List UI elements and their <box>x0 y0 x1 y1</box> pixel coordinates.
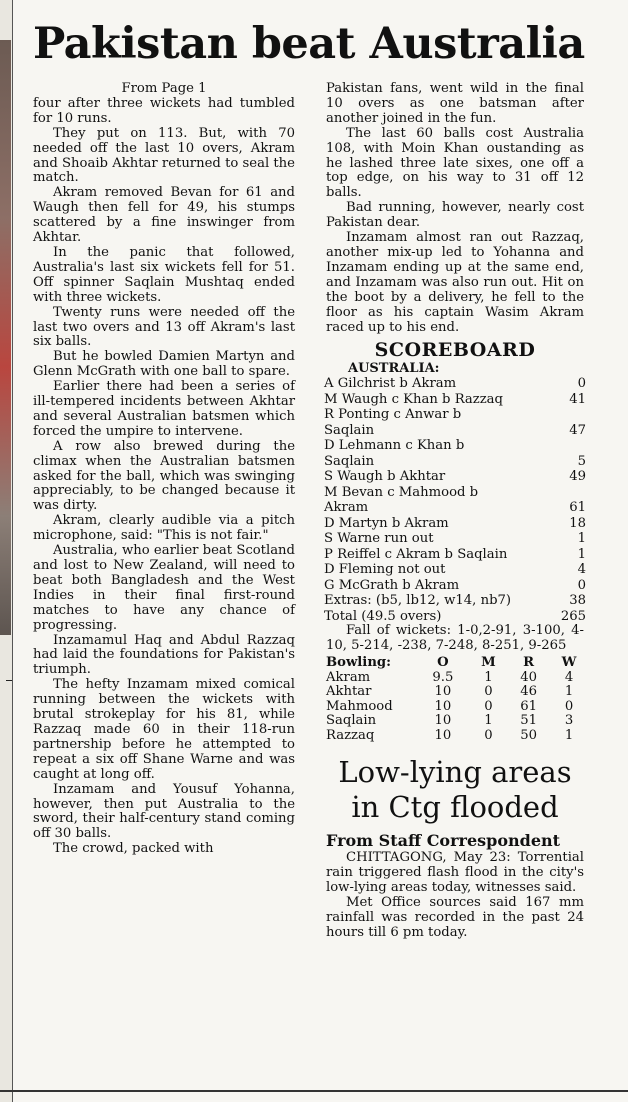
batsman: A Gilchrist b Akram <box>324 376 457 392</box>
byline: From Staff Correspondent <box>326 831 561 851</box>
runs: 41 <box>569 391 586 407</box>
paragraph: Australia, who earlier beat Scotland and lost to New Zealand, will need to beat both Bangladesh and the West Indies in their final first-round matches to have any chance of progressing. <box>33 543 295 633</box>
wickets: 0 <box>564 698 574 714</box>
paragraph: The hefty Inzamam mixed comical running between the wickets with brutal strokeplay for his 81, while Razzaq made 60 in their 118-run partnership before he attempted to repeat a six off Shane Warne and was caught at long off. <box>33 677 295 782</box>
runs-conceded: 61 <box>520 698 537 714</box>
runs: 0 <box>577 577 586 593</box>
batting-row <box>324 547 586 563</box>
paragraph: The crowd, packed with <box>53 841 214 857</box>
paragraph: Earlier there had been a series of ill-tempered incidents between Akhtar and several Australian batsmen which forced the umpire to intervene. <box>33 379 295 439</box>
overs: 10 <box>434 684 452 700</box>
batsman: M Bevan c Mahmood b <box>324 484 479 500</box>
batsman: R Ponting c Anwar b <box>324 407 462 423</box>
bowler: Akhtar <box>326 684 372 700</box>
batting-table <box>324 376 586 624</box>
paragraph: Akram removed Bevan for 61 and Waugh then fell for 49, his stumps scattered by a fine inswinger from Akhtar. <box>33 185 295 246</box>
maidens: 0 <box>484 684 493 700</box>
scoreboard-team: AUSTRALIA: <box>348 361 440 377</box>
maidens: 1 <box>484 669 493 685</box>
batsman: Akram <box>324 500 369 516</box>
batsman: D Lehmann c Khan b <box>324 438 465 454</box>
bowling-header: Bowling: <box>326 655 391 671</box>
runs-conceded: 50 <box>520 727 537 743</box>
batting-row <box>324 423 586 439</box>
runs: 0 <box>577 376 586 392</box>
overs: 9.5 <box>432 669 454 685</box>
wickets: 1 <box>564 727 574 743</box>
wickets: 3 <box>564 713 574 729</box>
batting-row <box>324 407 586 423</box>
batting-row <box>324 516 586 532</box>
paragraph: But he bowled Damien Martyn and Glenn McGrath with one ball to spare. <box>33 349 295 380</box>
batsman: Saqlain <box>324 422 375 438</box>
maidens: 0 <box>484 698 493 714</box>
extras-label: Extras: (b5, lb12, w14, nb7) <box>324 593 512 609</box>
paragraph: four after three wickets had tumbled for 10 runs. <box>33 95 295 126</box>
maidens: 0 <box>484 727 493 743</box>
bowling-row <box>326 671 588 686</box>
paragraph: Inzamamul Haq and Abdul Razzaq had laid the foundations for Pakistan's triumph. <box>33 632 295 678</box>
batting-row <box>324 562 586 578</box>
batting-row <box>324 485 586 501</box>
wickets: 1 <box>564 684 574 700</box>
overs: 10 <box>434 727 452 743</box>
bowling-row <box>326 685 588 700</box>
overs: 10 <box>434 698 452 714</box>
batsman: D Fleming not out <box>324 562 446 578</box>
paragraph: The last 60 balls cost Australia 108, with Moin Khan oustanding as he lashed three late sixes, one off a top edge, on his way to 31 off 12 balls. <box>326 125 584 201</box>
batsman: S Warne run out <box>324 531 434 547</box>
paragraph: Inzamam and Yousuf Yohanna, however, then put Australia to the sword, their half-century stand coming off 30 balls. <box>33 781 295 842</box>
runs <box>552 407 586 423</box>
bowling-row <box>326 700 588 715</box>
adjacent-photo-strip <box>0 40 11 635</box>
batsman: S Waugh b Akhtar <box>324 469 446 485</box>
paragraph: Inzamam almost ran out Razzaq, another mix-up led to Yohanna and Inzamam ending up at the same end, and Inzamam was also run out. Hit on the boot by a delivery, he fell to the floor as his captain Wasim Akram raced up to his end. <box>326 230 584 335</box>
paragraph: Bad running, however, nearly cost Pakistan dear. <box>326 200 584 231</box>
wickets: 4 <box>564 669 574 685</box>
runs-header: R <box>523 655 535 671</box>
from-page-note: From Page 1 <box>121 81 207 96</box>
runs: 1 <box>577 546 586 562</box>
paragraph: CHITTAGONG, May 23: Torrential rain triggered flash flood in the city's low-lying areas today, witnesses said. <box>326 850 584 896</box>
column-divider <box>6 680 12 681</box>
bowler: Razzaq <box>326 727 375 743</box>
headline-line: Low-lying areas <box>338 755 572 790</box>
runs-conceded: 40 <box>520 669 537 685</box>
scoreboard-title: SCOREBOARD <box>374 339 536 362</box>
batting-row <box>324 376 586 392</box>
paragraph: Twenty runs were needed off the last two overs and 13 off Akram's last six balls. <box>33 304 295 350</box>
bowling-row <box>326 729 588 744</box>
runs: 18 <box>569 515 586 531</box>
overs-header: O <box>437 655 449 671</box>
second-story-headline <box>326 755 584 825</box>
runs: 47 <box>569 422 586 438</box>
paragraph: Akram, clearly audible via a pitch microphone, said: "This is not fair." <box>33 513 295 544</box>
paragraph: Pakistan fans, went wild in the final 10 overs as one batsman after another joined in the fun. <box>326 81 584 126</box>
runs: 61 <box>569 500 586 516</box>
batting-row <box>324 454 586 470</box>
bowler: Saqlain <box>326 713 377 729</box>
bowling-header-row <box>326 656 588 671</box>
paragraph: Met Office sources said 167 mm rainfall was recorded in the past 24 hours till 6 pm today. <box>326 894 584 940</box>
total-label: Total (49.5 overs) <box>324 608 442 624</box>
batsman: M Waugh c Khan b Razzaq <box>324 391 503 407</box>
batting-row <box>324 438 586 454</box>
batting-row <box>324 531 586 547</box>
runs: 5 <box>577 453 586 469</box>
runs: 49 <box>569 469 586 485</box>
extras-row <box>324 593 586 609</box>
paragraph: In the panic that followed, Australia's last six wickets fell for 51. Off spinner Saqlain Mushtaq ended with three wickets. <box>33 244 295 305</box>
overs: 10 <box>434 713 452 729</box>
batsman: P Reiffel c Akram b Saqlain <box>324 546 508 562</box>
maidens: 1 <box>484 713 493 729</box>
total-runs: 265 <box>560 608 586 624</box>
bowling-table <box>326 656 588 743</box>
maidens-header: M <box>481 655 496 671</box>
headline: Pakistan beat Australia <box>33 19 585 69</box>
headline-line: in Ctg flooded <box>351 790 559 825</box>
runs-conceded: 46 <box>520 684 537 700</box>
total-row <box>324 609 586 625</box>
fall-of-wickets: Fall of wickets: 1-0,2-91, 3-100, 4-10, 5-214, -238, 7-248, 8-251, 9-265 <box>326 623 584 654</box>
runs <box>552 485 586 501</box>
batsman: Saqlain <box>324 453 375 469</box>
batsman: G McGrath b Akram <box>324 577 460 593</box>
paragraph: A row also brewed during the climax when the Australian batsmen asked for the ball, which was swinging appreciably, to be changed because it was dirty. <box>33 438 295 514</box>
bowler: Mahmood <box>326 698 393 714</box>
batting-row <box>324 578 586 594</box>
batsman: D Martyn b Akram <box>324 515 449 531</box>
bowling-row <box>326 714 588 729</box>
runs: 4 <box>577 562 586 578</box>
extras-runs: 38 <box>569 593 586 609</box>
article-column-1 <box>33 82 295 857</box>
bowler: Akram <box>326 669 371 685</box>
runs: 1 <box>577 531 586 547</box>
runs-conceded: 51 <box>520 713 537 729</box>
runs <box>552 438 586 454</box>
bottom-rule <box>0 1090 628 1092</box>
wickets-header: W <box>561 655 577 671</box>
paragraph: They put on 113. But, with 70 needed off the last 10 overs, Akram and Shoaib Akhtar returned to seal the match. <box>33 125 295 186</box>
batting-row <box>324 469 586 485</box>
batting-row <box>324 392 586 408</box>
adjacent-page-edge <box>0 0 13 1102</box>
article-column-2 <box>326 82 584 941</box>
batting-row <box>324 500 586 516</box>
